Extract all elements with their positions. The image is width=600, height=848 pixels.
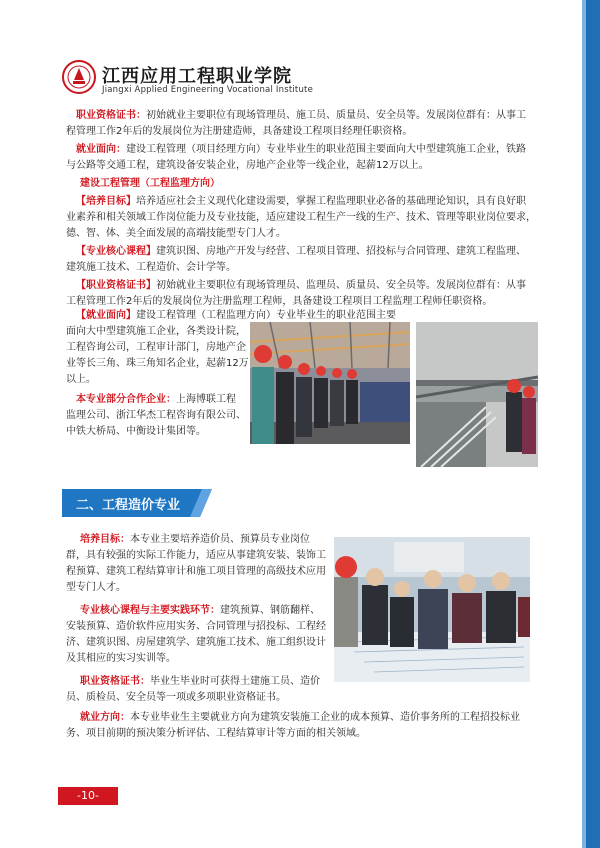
goal-text: 业素养和相关领域工作岗位能力及专业技能，适应建设工程生产一线的生产、技术、管理等职业岗位要求， — [66, 212, 536, 223]
job-paragraph-1 — [76, 142, 536, 158]
job-paragraph-2e — [66, 372, 251, 388]
job-paragraph-1b — [66, 158, 536, 174]
coop-text: 中铁大桥局、中衡设计集团等。 — [66, 426, 206, 437]
job-text-2: 工程咨询公司，工程审计部门，房地产企 — [66, 342, 246, 353]
cost-core-text: 及其相应的实习实训等。 — [66, 653, 176, 664]
institute-seal-icon — [62, 60, 96, 94]
job-text-2: 建设工程管理（工程监理方向）专业毕业生的职业范围主要 — [136, 310, 396, 321]
cost-cert-text: 员、质检员、安全员等一项或多项职业资格证书。 — [66, 692, 286, 703]
page-number: -10- — [58, 787, 118, 805]
job-text: 与公路等交通工程，建筑设备安装企业，房地产企业等一线企业，起薪12万以上。 — [66, 160, 429, 171]
core-label: 【专业核心课程】 — [76, 246, 156, 257]
cost-core-paragraph — [80, 603, 335, 619]
job-paragraph-2b — [66, 324, 251, 340]
cost-goal-paragraph-d — [66, 580, 336, 596]
bridge-construction-photo — [416, 322, 538, 467]
core-text: 建筑施工技术、工程造价、会计学等。 — [66, 262, 236, 273]
decorative-stripe — [586, 0, 600, 848]
cost-cert-paragraph — [80, 674, 335, 690]
cost-cert-paragraph-b — [66, 690, 346, 706]
core-text: 建筑识图、房地产开发与经营、工程项目管理、招投标与合同管理、建筑工程监理、 — [156, 246, 526, 257]
cost-job-text: 本专业毕业生主要就业方向为建筑安装施工企业的成本预算、造价事务所的工程招投标业 — [130, 712, 520, 723]
coop-label: 本专业部分合作企业： — [76, 394, 176, 405]
job-label-2: 【就业面向】 — [76, 310, 136, 321]
cert-paragraph-1 — [76, 108, 536, 124]
cost-job-label: 就业方向： — [80, 712, 130, 723]
cert-label-2: 【职业资格证书】 — [76, 280, 156, 291]
coop-text: 监理公司、浙江华杰工程咨询有限公司、 — [66, 410, 246, 421]
goal-text: 培养适应社会主义现代化建设需要，掌握工程监理职业必备的基础理论知识，具有良好职 — [136, 196, 526, 207]
section-title: 二、工程造价专业 — [76, 498, 181, 513]
cost-job-paragraph — [80, 710, 540, 726]
institute-logo — [62, 60, 362, 100]
job-paragraph-2d — [66, 356, 251, 372]
coop-paragraph-b — [66, 408, 256, 424]
cert-label: 职业资格证书： — [76, 110, 146, 121]
blueprint-review-photo — [334, 537, 530, 682]
cost-job-paragraph-b — [66, 726, 541, 742]
job-label: 就业面向： — [76, 144, 126, 155]
cert-text-2: 工程管理工作2年后的发展岗位为注册监理工程师，具备建设工程项目工程监理工程师任职资格。 — [66, 296, 493, 307]
cost-job-text: 务、项目前期的预决策分析评估、工程结算审计等方面的相关领域。 — [66, 728, 366, 739]
cost-goal-label: 培养目标： — [80, 534, 130, 545]
job-text-2: 以上。 — [66, 374, 96, 385]
cert-text-2: 初始就业主要职位有现场管理员、监理员、质量员、安全员等。发展岗位群有：从事 — [156, 280, 526, 291]
site-visit-photo — [250, 322, 410, 444]
subheading-supervision: 建设工程管理（工程监理方向） — [80, 178, 220, 189]
cost-goal-paragraph-c — [66, 564, 336, 580]
goal-text: 德、智、体、美全面发展的高端技能型专门人才。 — [66, 228, 286, 239]
cost-goal-paragraph-b — [66, 548, 336, 564]
cost-core-paragraph-b — [66, 619, 336, 635]
job-text: 建设工程管理（项目经理方向）专业毕业生的职业范围主要面向大中型建筑施工企业，铁路 — [126, 144, 526, 155]
cert-paragraph-1b — [66, 124, 536, 140]
coop-paragraph-c — [66, 424, 256, 440]
cert-text: 程管理工作2年后的发展岗位为注册建造师，具备建设工程项目经理任职资格。 — [66, 126, 413, 137]
core-paragraph — [76, 244, 541, 260]
section-title-bar — [62, 489, 212, 517]
cost-goal-paragraph — [80, 532, 335, 548]
job-text-2: 业等长三角、珠三角知名企业，起薪12万 — [66, 358, 249, 369]
cost-goal-text: 程预算、建筑工程结算审计和施工项目管理的高级技术应用 — [66, 566, 326, 577]
cost-core-text: 安装预算、造价软件应用实务、合同管理与招投标、工程经 — [66, 621, 326, 632]
cost-cert-label: 职业资格证书： — [80, 676, 150, 687]
cost-goal-text: 型专门人才。 — [66, 582, 126, 593]
goal-label: 【培养目标】 — [76, 196, 136, 207]
cost-goal-text: 群，具有较强的实际工作能力，适应从事建筑安装、装饰工 — [66, 550, 326, 561]
institute-name-cn: 江西应用工程职业学院 — [102, 66, 292, 87]
cost-core-paragraph-d — [66, 651, 336, 667]
cost-goal-text: 本专业主要培养造价员、预算员专业岗位 — [130, 534, 310, 545]
cost-core-paragraph-c — [66, 635, 336, 651]
job-text-2: 面向大中型建筑施工企业，各类设计院， — [66, 326, 246, 337]
cost-core-label: 专业核心课程与主要实践环节： — [80, 605, 220, 616]
coop-text: 上海博联工程 — [176, 394, 236, 405]
cost-core-text: 建筑预算、钢筋翻样、 — [220, 605, 320, 616]
coop-paragraph — [76, 392, 256, 408]
cost-core-text: 济、建筑识图、房屋建筑学、建筑施工技术、施工组织设计 — [66, 637, 326, 648]
goal-paragraph — [76, 194, 541, 210]
core-paragraph-b — [66, 260, 541, 276]
goal-paragraph-b — [66, 210, 541, 226]
cert-paragraph-2 — [76, 278, 541, 294]
goal-paragraph-c — [66, 226, 541, 242]
cost-cert-text: 毕业生毕业时可获得土建施工员、造价 — [150, 676, 320, 687]
job-paragraph-2c — [66, 340, 251, 356]
cert-text: 初始就业主要职位有现场管理员、施工员、质量员、安全员等。发展岗位群有：从事工 — [146, 110, 526, 121]
institute-name-en: Jiangxi Applied Engineering Vocational Institute — [102, 85, 314, 95]
